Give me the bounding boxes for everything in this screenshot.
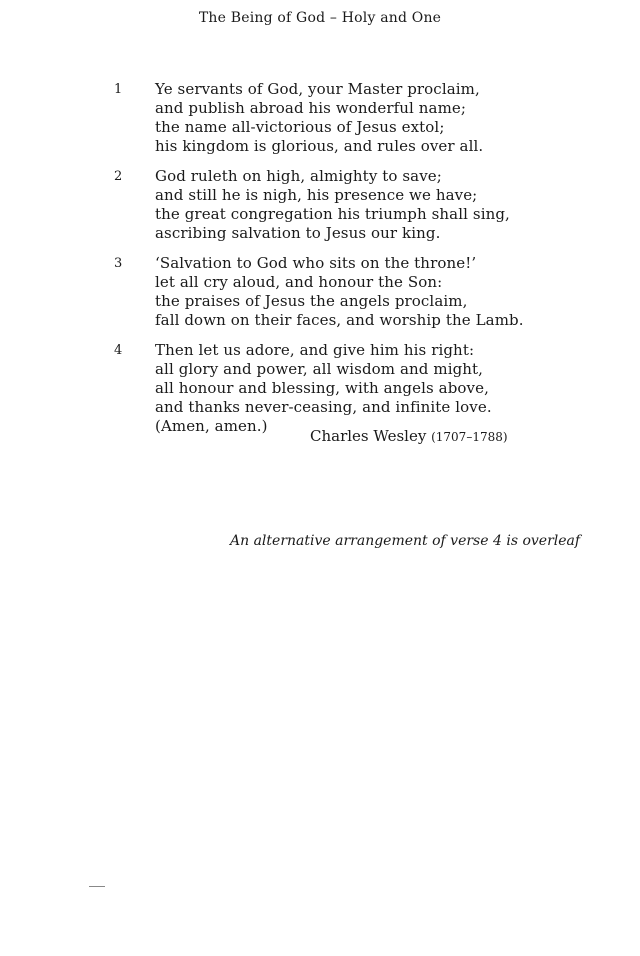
- verse-2: [110, 167, 580, 243]
- author-attribution: [310, 427, 508, 445]
- author-name: Charles Wesley: [310, 427, 427, 445]
- verse-line: the name all-victorious of Jesus extol;: [155, 118, 445, 136]
- page-title: The Being of God – Holy and One: [198, 10, 442, 26]
- verse-line: let all cry aloud, and honour the Son:: [155, 273, 443, 291]
- overleaf-note: An alternative arrangement of verse 4 is overleaf: [230, 533, 581, 549]
- author-dates: (1707–1788): [431, 430, 508, 444]
- verse-lines: [155, 167, 510, 243]
- verse-line: (Amen, amen.): [155, 417, 268, 435]
- verse-line: and still he is nigh, his presence we have;: [155, 186, 478, 204]
- verse-line: all honour and blessing, with angels above,: [155, 379, 489, 397]
- verse-lines: [155, 254, 524, 330]
- verse-line: and thanks never-ceasing, and infinite love.: [155, 398, 492, 416]
- verse-lines: [155, 80, 483, 156]
- verse-3: [110, 254, 580, 330]
- verse-line: the praises of Jesus the angels proclaim,: [155, 292, 468, 310]
- verse-lines: [155, 341, 492, 436]
- hymn-text: [110, 80, 580, 447]
- verse-line: Then let us adore, and give him his right:: [155, 341, 475, 359]
- verse-line: God ruleth on high, almighty to save;: [155, 167, 442, 185]
- verse-line: Ye servants of God, your Master proclaim,: [155, 80, 480, 98]
- verse-line: all glory and power, all wisdom and might,: [155, 360, 484, 378]
- page-mark-divider: [89, 886, 105, 887]
- page-header: [0, 10, 640, 26]
- verse-4: [110, 341, 580, 436]
- verse-line: the great congregation his triumph shall sing,: [155, 205, 510, 223]
- verse-line: his kingdom is glorious, and rules over all.: [155, 137, 484, 155]
- verse-line: and publish abroad his wonderful name;: [155, 99, 467, 117]
- verse-1: [110, 80, 580, 156]
- verse-number: 1: [114, 82, 123, 97]
- verse-line: ‘Salvation to God who sits on the throne!’: [155, 254, 477, 272]
- verse-line: fall down on their faces, and worship the Lamb.: [155, 311, 524, 329]
- verse-line: ascribing salvation to Jesus our king.: [155, 224, 441, 242]
- verse-number: 4: [114, 343, 123, 358]
- verse-number: 2: [114, 169, 123, 184]
- verse-number: 3: [114, 256, 123, 271]
